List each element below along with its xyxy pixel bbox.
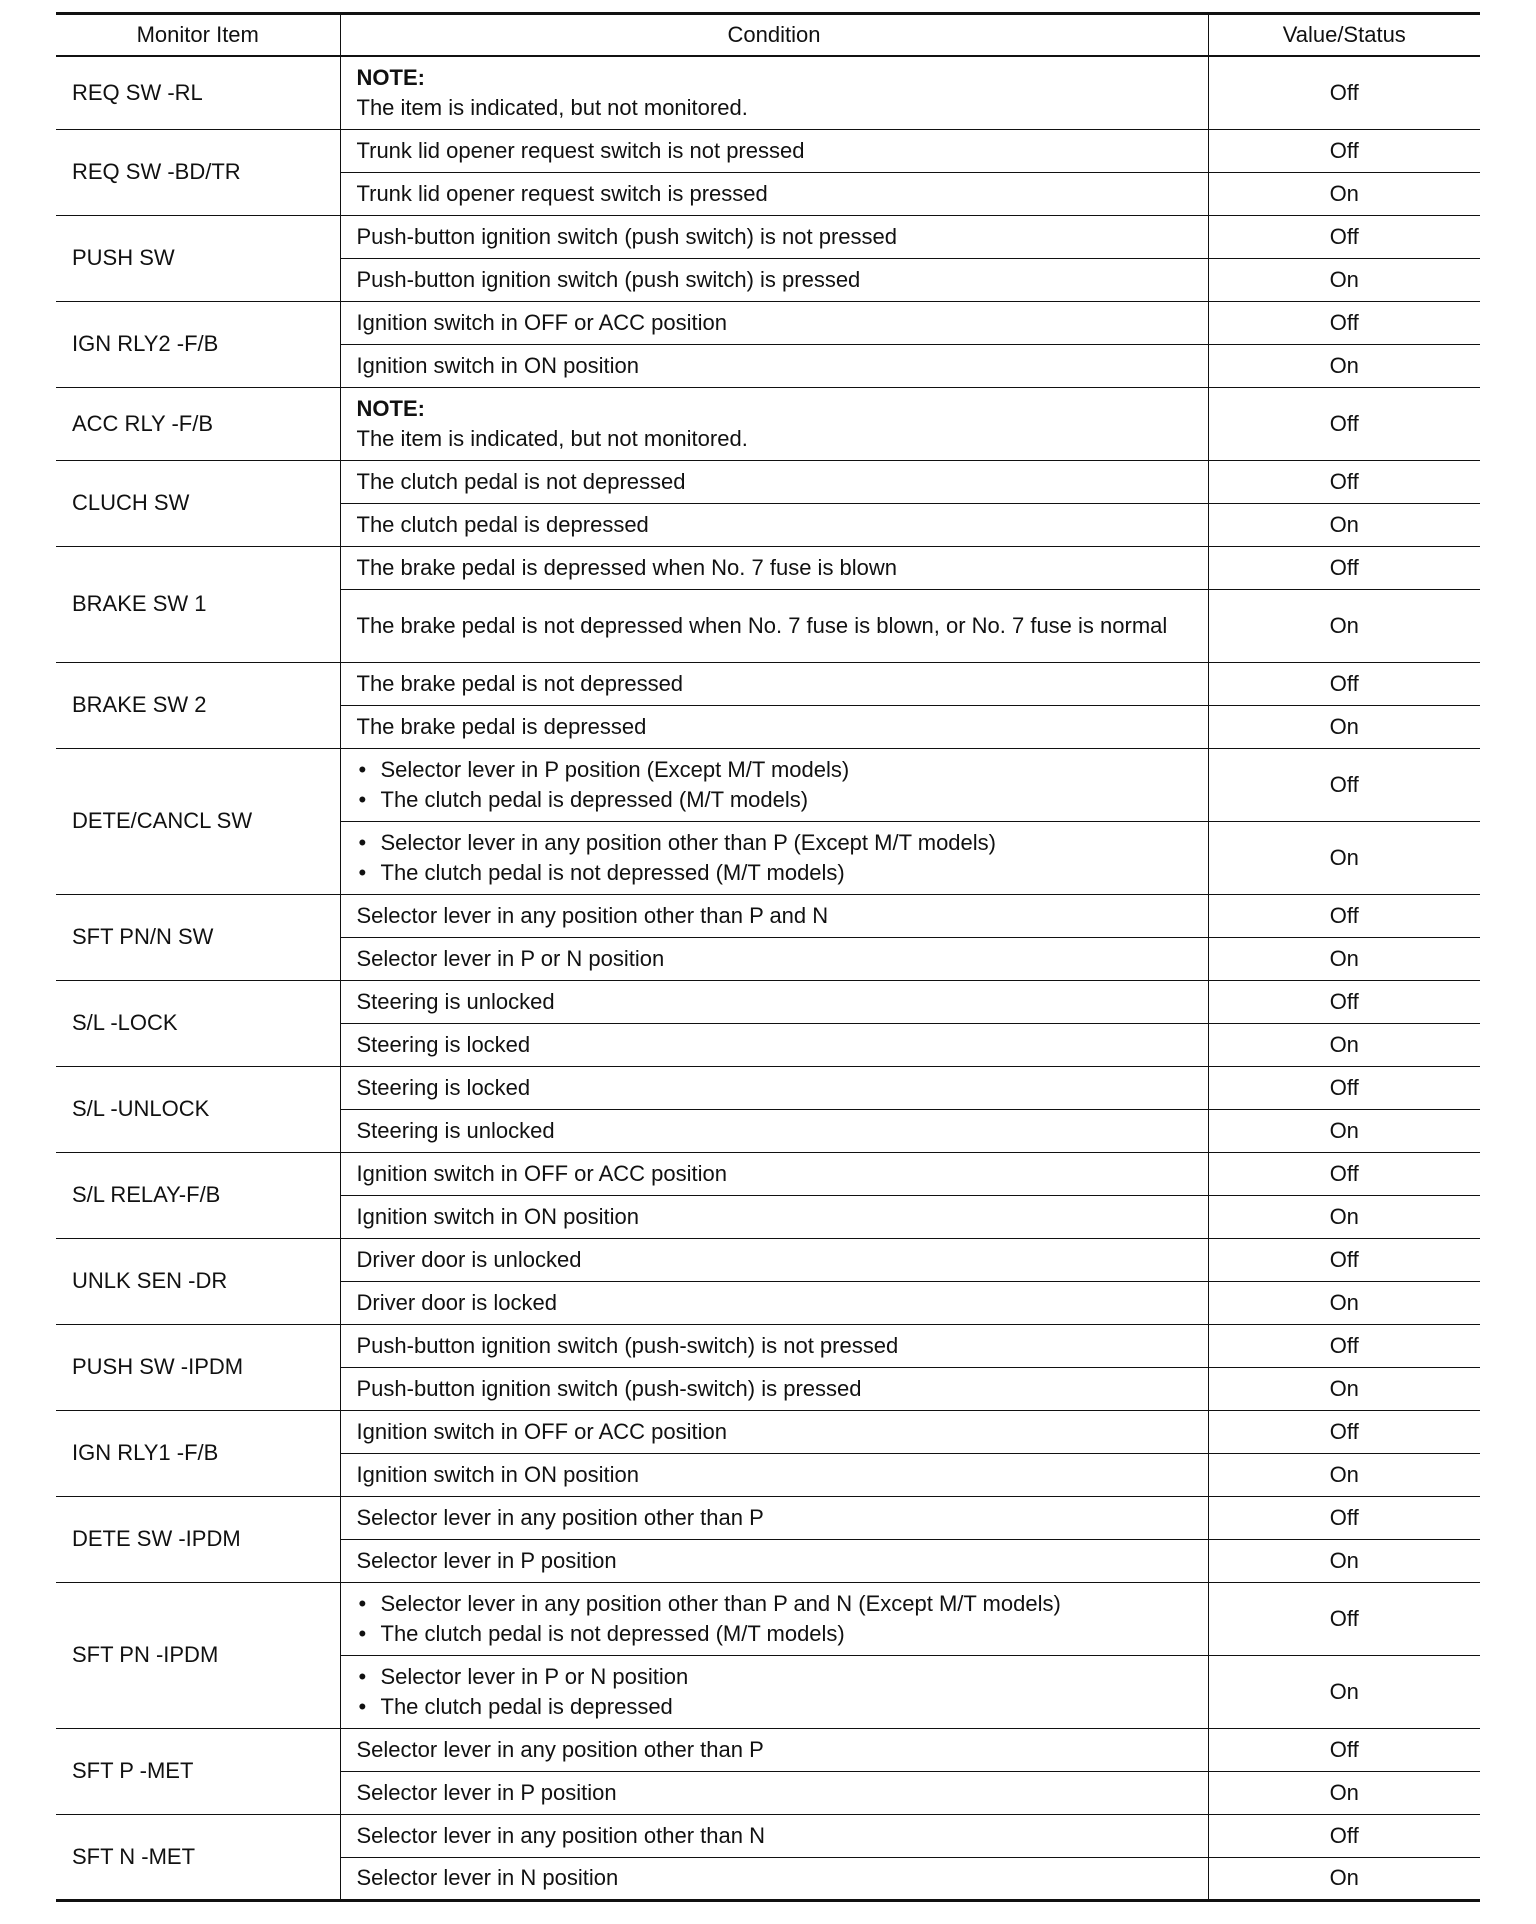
monitor-item-cell: SFT PN -IPDM — [56, 1582, 340, 1728]
value-status-cell: On — [1208, 172, 1480, 215]
condition-cell: Ignition switch in OFF or ACC position — [340, 1410, 1208, 1453]
condition-bullet-list — [357, 755, 1192, 815]
note-text: The item is indicated, but not monitored. — [356, 94, 748, 120]
table-row — [56, 1496, 1480, 1539]
condition-cell: Steering is locked — [340, 1066, 1208, 1109]
table-row — [56, 1728, 1480, 1771]
condition-cell: Ignition switch in ON position — [340, 1453, 1208, 1496]
value-status-cell: On — [1208, 1367, 1480, 1410]
table-row — [56, 1582, 1480, 1655]
value-status-cell: Off — [1208, 1582, 1480, 1655]
table-row — [56, 748, 1480, 821]
value-status-cell: Off — [1208, 1066, 1480, 1109]
monitor-item-cell: SFT N -MET — [56, 1814, 340, 1900]
condition-cell: Steering is locked — [340, 1023, 1208, 1066]
condition-cell: The brake pedal is not depressed — [340, 662, 1208, 705]
condition-bullet-item: • Selector lever in any position other than P and N (Except M/T models) — [357, 1589, 1192, 1619]
monitor-item-cell: DETE/CANCL SW — [56, 748, 340, 894]
value-status-cell: On — [1208, 1453, 1480, 1496]
condition-bullet-item: • Selector lever in P or N position — [357, 1662, 1192, 1692]
condition-cell: Push-button ignition switch (push-switch) is not pressed — [340, 1324, 1208, 1367]
condition-cell — [340, 1582, 1208, 1655]
condition-cell: Push-button ignition switch (push switch) is pressed — [340, 258, 1208, 301]
table-row — [56, 1152, 1480, 1195]
table-row — [56, 215, 1480, 258]
table-row — [56, 662, 1480, 705]
condition-cell — [340, 1655, 1208, 1728]
monitor-item-cell: REQ SW -BD/TR — [56, 129, 340, 215]
condition-cell: Trunk lid opener request switch is pressed — [340, 172, 1208, 215]
header-value-status: Value/Status — [1208, 14, 1480, 57]
value-status-cell: Off — [1208, 1496, 1480, 1539]
monitor-item-cell: S/L -UNLOCK — [56, 1066, 340, 1152]
monitor-item-cell: S/L RELAY-F/B — [56, 1152, 340, 1238]
value-status-cell: On — [1208, 937, 1480, 980]
condition-cell: Ignition switch in OFF or ACC position — [340, 1152, 1208, 1195]
condition-cell — [340, 56, 1208, 129]
value-status-cell: Off — [1208, 748, 1480, 821]
value-status-cell: Off — [1208, 546, 1480, 589]
monitor-item-cell: PUSH SW -IPDM — [56, 1324, 340, 1410]
monitor-item-cell: BRAKE SW 2 — [56, 662, 340, 748]
condition-cell: Steering is unlocked — [340, 1109, 1208, 1152]
monitor-item-cell: BRAKE SW 1 — [56, 546, 340, 662]
condition-bullet-list — [357, 1662, 1192, 1722]
value-status-cell: On — [1208, 1023, 1480, 1066]
value-status-cell: Off — [1208, 460, 1480, 503]
header-row — [56, 14, 1480, 57]
table-row — [56, 460, 1480, 503]
note-label: NOTE: — [356, 64, 425, 90]
monitor-item-cell: IGN RLY1 -F/B — [56, 1410, 340, 1496]
header-monitor-item: Monitor Item — [56, 14, 340, 57]
table-row — [56, 56, 1480, 129]
condition-cell: Selector lever in any position other than P — [340, 1496, 1208, 1539]
condition-cell: Selector lever in any position other than P — [340, 1728, 1208, 1771]
table-row — [56, 546, 1480, 589]
value-status-cell: On — [1208, 1857, 1480, 1900]
value-status-cell: Off — [1208, 662, 1480, 705]
value-status-cell: Off — [1208, 980, 1480, 1023]
monitor-item-cell: PUSH SW — [56, 215, 340, 301]
value-status-cell: On — [1208, 344, 1480, 387]
condition-bullet-item: • Selector lever in P position (Except M/T models) — [357, 755, 1192, 785]
table-header — [56, 14, 1480, 57]
condition-cell: The brake pedal is depressed when No. 7 fuse is blown — [340, 546, 1208, 589]
table-row — [56, 387, 1480, 460]
condition-cell: The clutch pedal is not depressed — [340, 460, 1208, 503]
value-status-cell: Off — [1208, 215, 1480, 258]
value-status-cell: On — [1208, 821, 1480, 894]
condition-cell: Push-button ignition switch (push-switch) is pressed — [340, 1367, 1208, 1410]
value-status-cell: Off — [1208, 894, 1480, 937]
value-status-cell: On — [1208, 1539, 1480, 1582]
value-status-cell: On — [1208, 1771, 1480, 1814]
monitor-item-table — [56, 12, 1480, 1902]
condition-cell: Driver door is unlocked — [340, 1238, 1208, 1281]
table-row — [56, 1814, 1480, 1857]
condition-cell: Selector lever in P position — [340, 1539, 1208, 1582]
condition-cell: Driver door is locked — [340, 1281, 1208, 1324]
condition-cell: Selector lever in P or N position — [340, 937, 1208, 980]
condition-cell — [340, 748, 1208, 821]
monitor-item-cell: S/L -LOCK — [56, 980, 340, 1066]
monitor-item-cell: REQ SW -RL — [56, 56, 340, 129]
note-text: The item is indicated, but not monitored. — [356, 425, 748, 451]
value-status-cell: On — [1208, 258, 1480, 301]
note-label: NOTE: — [356, 395, 425, 421]
condition-bullet-item: • The clutch pedal is not depressed (M/T models) — [357, 1619, 1192, 1649]
condition-cell: The clutch pedal is depressed — [340, 503, 1208, 546]
condition-bullet-item: • The clutch pedal is not depressed (M/T models) — [357, 858, 1192, 888]
value-status-cell: On — [1208, 705, 1480, 748]
condition-cell: Ignition switch in ON position — [340, 344, 1208, 387]
value-status-cell: On — [1208, 589, 1480, 662]
value-status-cell: On — [1208, 1195, 1480, 1238]
monitor-item-cell: SFT PN/N SW — [56, 894, 340, 980]
monitor-item-cell: DETE SW -IPDM — [56, 1496, 340, 1582]
table-row — [56, 894, 1480, 937]
condition-bullet-item: • Selector lever in any position other than P (Except M/T models) — [357, 828, 1192, 858]
table-row — [56, 1238, 1480, 1281]
monitor-item-cell: ACC RLY -F/B — [56, 387, 340, 460]
condition-bullet-list — [357, 1589, 1192, 1649]
condition-cell — [340, 821, 1208, 894]
condition-cell — [340, 387, 1208, 460]
condition-cell: Ignition switch in OFF or ACC position — [340, 301, 1208, 344]
condition-cell: The brake pedal is depressed — [340, 705, 1208, 748]
value-status-cell: Off — [1208, 1238, 1480, 1281]
monitor-item-cell: IGN RLY2 -F/B — [56, 301, 340, 387]
condition-bullet-item: • The clutch pedal is depressed — [357, 1692, 1192, 1722]
monitor-item-cell: SFT P -MET — [56, 1728, 340, 1814]
condition-bullet-list — [357, 828, 1192, 888]
header-condition: Condition — [340, 14, 1208, 57]
condition-cell: Push-button ignition switch (push switch) is not pressed — [340, 215, 1208, 258]
table-row — [56, 1324, 1480, 1367]
condition-cell: Ignition switch in ON position — [340, 1195, 1208, 1238]
value-status-cell: On — [1208, 1109, 1480, 1152]
condition-cell: Selector lever in any position other than P and N — [340, 894, 1208, 937]
value-status-cell: Off — [1208, 301, 1480, 344]
condition-cell: Trunk lid opener request switch is not pressed — [340, 129, 1208, 172]
value-status-cell: Off — [1208, 1324, 1480, 1367]
table-body — [56, 56, 1480, 1900]
condition-cell: Selector lever in any position other than N — [340, 1814, 1208, 1857]
value-status-cell: On — [1208, 1281, 1480, 1324]
table-row — [56, 980, 1480, 1023]
condition-cell: Steering is unlocked — [340, 980, 1208, 1023]
monitor-item-cell: UNLK SEN -DR — [56, 1238, 340, 1324]
value-status-cell: Off — [1208, 1814, 1480, 1857]
table-row — [56, 129, 1480, 172]
value-status-cell: On — [1208, 1655, 1480, 1728]
value-status-cell: Off — [1208, 1152, 1480, 1195]
condition-cell: The brake pedal is not depressed when No. 7 fuse is blown, or No. 7 fuse is normal — [340, 589, 1208, 662]
value-status-cell: Off — [1208, 56, 1480, 129]
monitor-item-cell: CLUCH SW — [56, 460, 340, 546]
table-row — [56, 1066, 1480, 1109]
condition-cell: Selector lever in N position — [340, 1857, 1208, 1900]
value-status-cell: Off — [1208, 129, 1480, 172]
condition-cell: Selector lever in P position — [340, 1771, 1208, 1814]
value-status-cell: Off — [1208, 387, 1480, 460]
condition-bullet-item: • The clutch pedal is depressed (M/T models) — [357, 785, 1192, 815]
table-row — [56, 301, 1480, 344]
value-status-cell: On — [1208, 503, 1480, 546]
value-status-cell: Off — [1208, 1410, 1480, 1453]
value-status-cell: Off — [1208, 1728, 1480, 1771]
table-row — [56, 1410, 1480, 1453]
